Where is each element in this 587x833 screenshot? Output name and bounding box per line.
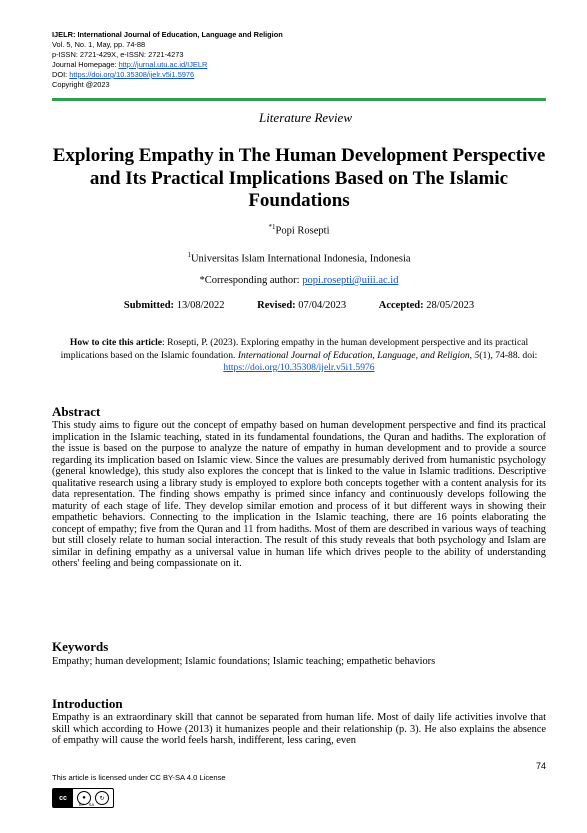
abstract-heading: Abstract (52, 404, 101, 419)
journal-header (52, 30, 552, 90)
affiliation-line: $^1$Universitas Islam International Indonesia, Indonesia (187, 251, 411, 265)
journal-homepage: Journal Homepage: http://jurnal.utu.ac.id/IJELR (52, 60, 208, 69)
introduction-heading: Introduction (52, 696, 123, 711)
journal-name: IJELR: International Journal of Education, Language and Religion (52, 30, 283, 39)
cc-badge-labels: BY SA (79, 802, 95, 807)
cc-license-badge[interactable] (52, 788, 114, 808)
accepted-date: Accepted: 28/05/2023 (378, 300, 475, 311)
article-dates (52, 300, 546, 311)
journal-copyright: Copyright @2023 (52, 80, 110, 89)
journal-homepage-link[interactable]: http://jurnal.utu.ac.id/IJELR (118, 60, 208, 69)
revised-date: Revised: 07/04/2023 (257, 300, 347, 311)
submitted-date: Submitted: 13/08/2022 (123, 300, 225, 311)
corresponding-author: *Corresponding author: popi.rosepti@uiii.ac.id (199, 275, 399, 286)
journal-doi-link[interactable]: https://doi.org/10.35308/ijelr.v5i1.5976 (69, 70, 195, 79)
article-title: Exploring Empathy in The Human Development Perspective and Its Practical Implications Based on The Islamic Foundations (52, 145, 546, 211)
affiliation: Universitas Islam International Indonesia, Indonesia (190, 253, 411, 265)
journal-volume: Vol. 5, No. 1, May, pp. 74-88 (52, 40, 146, 49)
article-type: Literature Review (258, 110, 352, 125)
keywords-heading: Keywords (52, 639, 109, 654)
introduction-text: Empathy is an extraordinary skill that cannot be separated from human life. Most of daily life activities involve that skill which according to Howe (2013) it humanizes people and their relationship (p. 3). He also explains the absence of empathy will cause the world feels harsh, indifferent, less caring, even (52, 712, 546, 746)
cc-icon: cc (53, 789, 73, 807)
journal-issn: p-ISSN: 2721-429X, e-ISSN: 2721-4273 (52, 50, 184, 59)
sa-icon: ↻ (95, 791, 109, 805)
abstract-text: This study aims to figure out the concept of empathy based on human development perspective and find its practical implication in the Islamic teaching, stated in its fundamental foundations, the Quran and hadiths. The exploration of the issue is based on the purpose to analyze the nature of empathy in human development and to provide a source regarding its implication based on Islamic view. Since the values are presumably derived from humanistic psychology (general knowledge), this study also explores the concept that is linked to the value in Islamic traditions. Descriptive qualitative research using a library study is employed to explore both concepts together with a content analysis for its data representation. The finding shows empathy is primed since infancy and continuously develops following the maturity of each stage of life. They develop similar emotion and process of it but different ways in showing their empathetic behaviors. Connecting to the implication in the Islamic teaching, there are 16 points elaborating the concept of empathy; five from the Quran and 11 from hadiths. Most of them are described in various ways of teaching but still closely relate to human social interaction. The result of this study reveals that both psychology and Islam are similar in defining empathy as a universal value in human life which drives people to the ability of understanding others' feeling and being compassionate on it. (52, 420, 546, 569)
by-icon: ● (77, 791, 91, 805)
journal-doi: DOI: https://doi.org/10.35308/ijelr.v5i1.5976 (52, 70, 195, 79)
author-line: $^{*1}$Popi Rosepti (268, 223, 330, 237)
author-name: Popi Rosepti (275, 225, 330, 237)
page-number: 74 (535, 761, 546, 771)
citation-block: How to cite this article: Rosepti, P. (2023). Exploring empathy in the human development perspective and its practical implications based on the Islamic foundation. International Journal of Education, Language, and Religion, 5(1), 74-88. doi: https://doi.org/10.35308/ijelr.v5i1.5976 (60, 337, 538, 373)
keywords-text: Empathy; human development; Islamic foundations; Islamic teaching; empathetic behaviors (52, 656, 436, 667)
header-divider (52, 98, 546, 101)
citation-doi-link[interactable]: https://doi.org/10.35308/ijelr.v5i1.5976 (223, 362, 375, 373)
corresponding-email-link[interactable]: popi.rosepti@uiii.ac.id (302, 275, 399, 286)
license-text: This article is licensed under CC BY-SA 4.0 License (52, 773, 226, 782)
